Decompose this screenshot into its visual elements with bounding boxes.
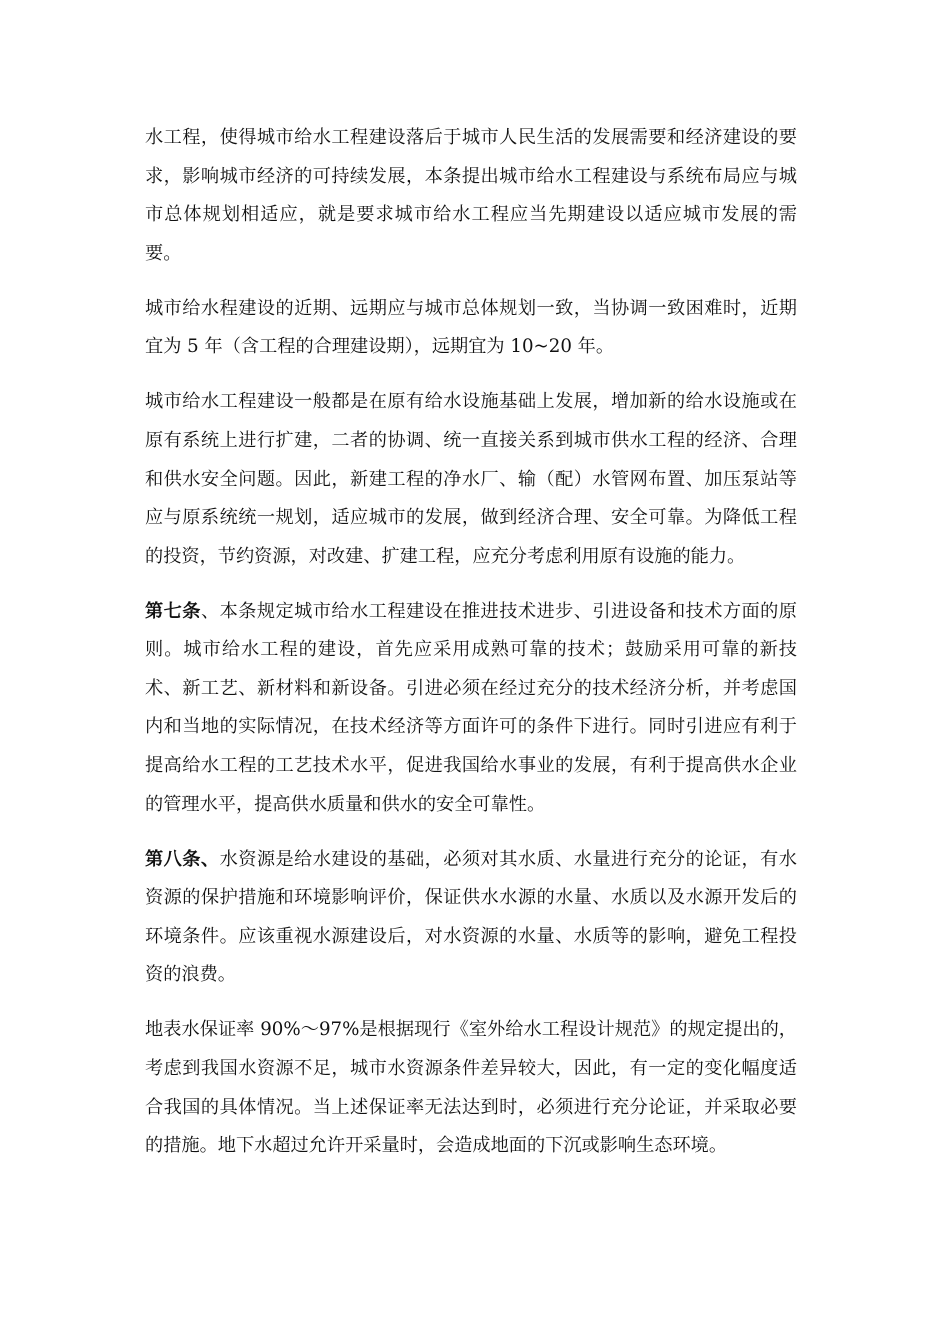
- paragraph-article-7: [145, 593, 797, 825]
- paragraph-system-expansion: [145, 383, 797, 576]
- paragraph-text: 水工程，使得城市给水工程建设落后于城市人民生活的发展需要和经济建设的要求，影响城市经济的可持续发展，本条提出城市给水工程建设与系统布局应与城市总体规划相适应，就是要求城市给水工程应当先期建设以适应城市发展的需要。: [145, 127, 797, 264]
- paragraph-text: 、本条规定城市给水工程建设在推进技术进步、引进设备和技术方面的原则。城市给水工程的建设，首先应采用成熟可靠的技术；鼓励采用可靠的新技术、新工艺、新材料和新设备。引进必须在经过充分的技术经济分析，并考虑国内和当地的实际情况，在技术经济等方面许可的条件下进行。同时引进应有利于提高给水工程的工艺技术水平，促进我国给水事业的发展，有利于提高供水企业的管理水平，提高供水质量和供水的安全可靠性。: [145, 600, 797, 815]
- article-heading: 第八条、: [145, 848, 220, 870]
- paragraph-text: 水资源是给水建设的基础，必须对其水质、水量进行充分的论证，有水资源的保护措施和环境影响评价，保证供水水源的水量、水质以及水源开发后的环境条件。应该重视水源建设后，对水资源的水量、水质等的影响，避免工程投资的浪费。: [145, 848, 797, 986]
- paragraph-construction-period: [145, 290, 797, 367]
- document-page: [145, 119, 797, 1182]
- article-heading: 第七条: [145, 600, 201, 622]
- paragraph-text: 地表水保证率 90%～97%是根据现行《室外给水工程设计规范》的规定提出的，考虑到我国水资源不足，城市水资源条件差异较大，因此，有一定的变化幅度适合我国的具体情况。当上述保证率无法达到时，必须进行充分论证，并采取必要的措施。地下水超过允许开采量时，会造成地面的下沉或影响生态环境。: [145, 1019, 797, 1157]
- paragraph-text: 城市给水工程建设一般都是在原有给水设施基础上发展，增加新的给水设施或在原有系统上进行扩建，二者的协调、统一直接关系到城市供水工程的经济、合理和供水安全问题。因此，新建工程的净水厂、输（配）水管网布置、加压泵站等应与原系统统一规划，适应城市的发展，做到经济合理、安全可靠。为降低工程的投资，节约资源，对改建、扩建工程，应充分考虑利用原有设施的能力。: [145, 391, 797, 567]
- paragraph-article-8: [145, 841, 797, 995]
- paragraph-water-engineering-planning: [145, 119, 797, 273]
- paragraph-water-guarantee-rate: [145, 1011, 797, 1165]
- paragraph-text: 城市给水程建设的近期、远期应与城市总体规划一致，当协调一致困难时，近期宜为 5 年（含工程的合理建设期），远期宜为 10~20 年。: [145, 297, 797, 358]
